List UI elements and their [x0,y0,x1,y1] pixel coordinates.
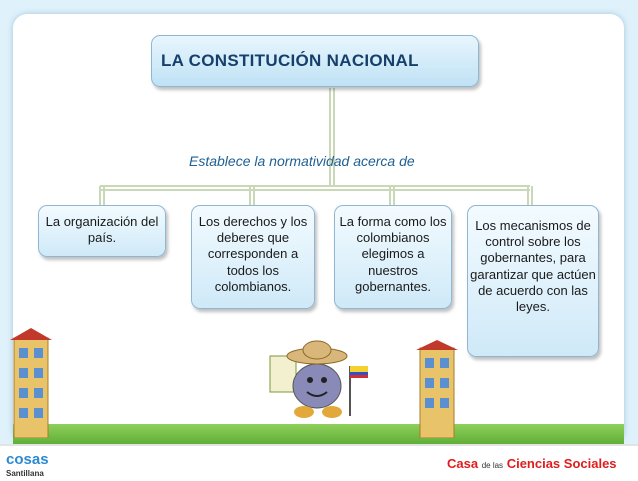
brand-de-las: de las [481,461,504,470]
brand-ciencias: Ciencias Sociales [506,456,617,471]
diagram-title: LA CONSTITUCIÓN NACIONAL [151,35,479,87]
mascot-with-book-and-flag [262,336,372,422]
santillana-logo [6,453,49,481]
node-organizacion: La organización del país. [38,205,166,257]
brand-footer-text [447,456,617,471]
node-forma-elegir: La forma como los colombianos elegimos a nuestros gobernantes. [334,205,452,309]
connector-label: Establece la normatividad acerca de [189,153,415,169]
building-illustration [416,340,458,438]
logo-subtitle: Santillana [6,469,44,478]
node-mecanismos-control: Los mecanismos de control sobre los gobernantes, para garantizar que actúen de acuerdo con las leyes. [467,205,599,357]
node-derechos-deberes: Los derechos y los deberes que corresponden a todos los colombianos. [191,205,315,309]
building-illustration [10,328,52,438]
brand-casa: Casa [447,456,479,471]
grass-strip [13,424,624,444]
logo-text: cosas [6,451,49,468]
